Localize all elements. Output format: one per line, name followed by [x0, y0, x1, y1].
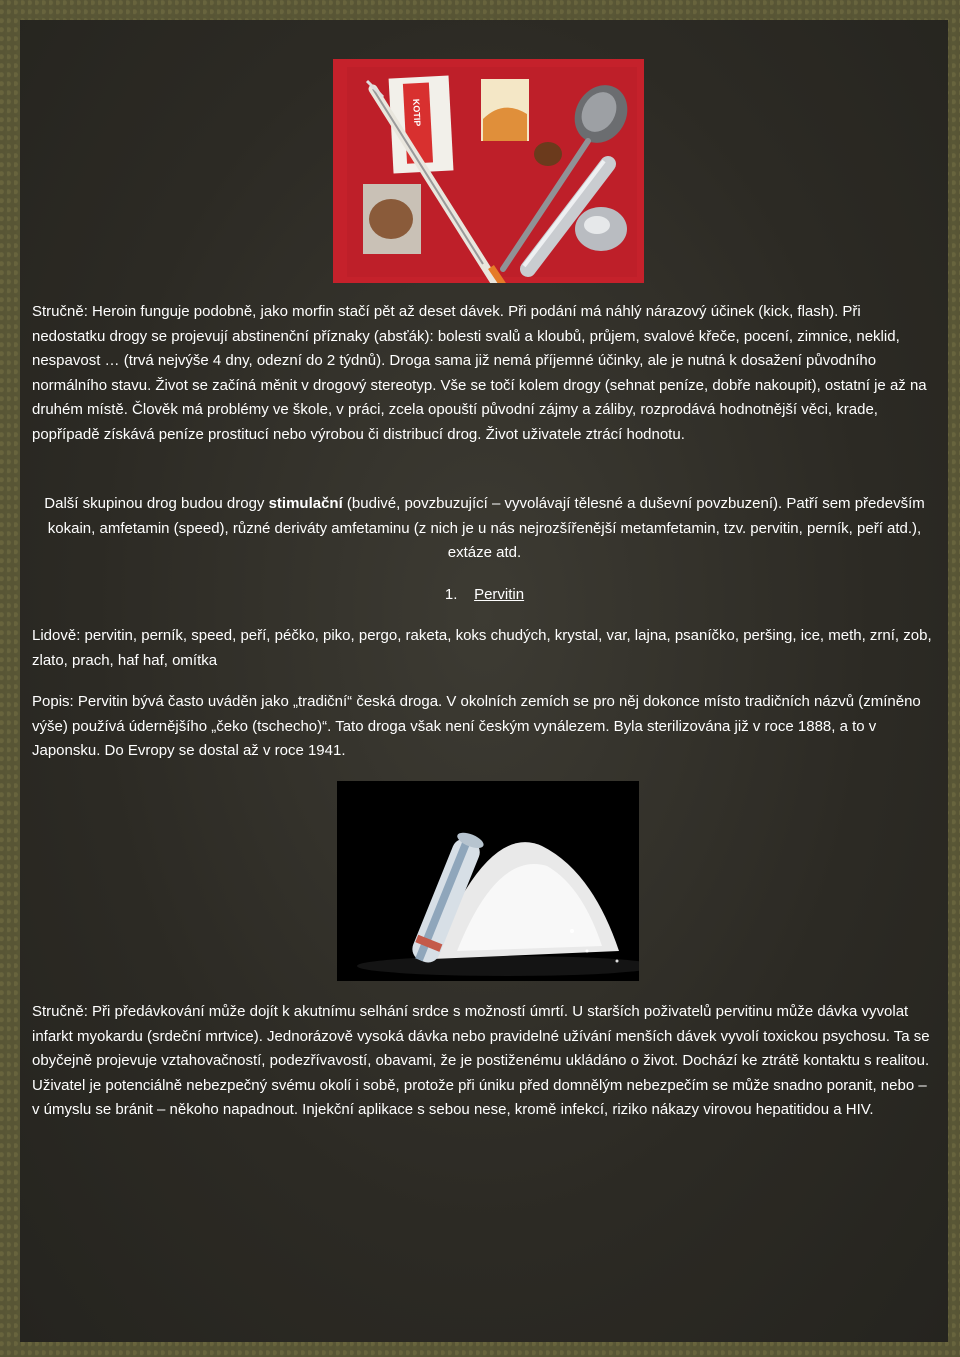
heroin-summary-text: Stručně: Heroin funguje podobně, jako morfin stačí pět až deset dávek. Při podání má náhlý nárazový účinek (kick, flash). Při nedostatku drogy se projevují abstinenční příznaky (absťák): bolesti svalů a kloubů, průjem, svalové křeče, pocení, zimnice, neklid, nespavost … (trvá nejvýše 4 dny, odezní do 2 týdnů). [32, 303, 900, 370]
paragraph-overdose: Stručně: Při předávkování může dojít k akutnímu selhání srdce s možností úmrtí. U starších poživatelů pervitinu může dávka vyvolat infarkt myokardu (srdeční mrtvice). Jednorázově vysoká dávka nebo pravidelné užívání menších dávek vyvolí toxickou psychosu. Ta se obyčejně projevuje vztahovačností, podezřívavostí, obavami, že je postiženému ukládáno o život. Dochází ke ztrátě kontaktu s realitou. Uživatel je potenciálně nebezpečný svému okolí i sobě, protože při úniku před domnělým nebezpečím se může snadno poranit, nebo – v úmyslu se bránit – někoho napadnout. Injekční aplikace s sebou nese, kromě infekcí, riziko nákazy virovou hepatitidou a HIV. [32, 1003, 930, 1119]
packet-label: KOTIP [411, 98, 423, 127]
heroin-summary-continued: Droga sama již nemá příjemné účinky, ale je nutná k dosažení původního normálního stavu. Život se začíná měnit v drogový stereotyp. Vše se točí kolem drogy (sehnat peníze, dobře nakoupit), ostatní je až na druhém místě. Člověk má problémy ve škole, v práci, zcela opouští původní zájmy a záliby, rozprodává hodnotnější věci, krade, popřípadě získává peníze prostitucí nebo výrobou či distribucí drog. Život uživatele ztrácí hodnotu. [32, 352, 927, 443]
stimulants-bold-term: stimulační [268, 495, 343, 512]
heading-title: Pervitin [474, 586, 525, 603]
stimulants-intro: Další skupinou drog budou drogy [44, 495, 269, 512]
pervitin-powder-photo [337, 781, 639, 981]
heading-number: 1. [444, 586, 458, 603]
document-page [20, 20, 948, 1342]
heroin-kit-photo [333, 59, 644, 283]
paragraph-stimulants [32, 492, 937, 566]
stimulants-rest: (budivé, povzbuzující – vyvolávají tělesné a duševní povzbuzení). Patří sem především kokain, amfetamin (speed), různé deriváty amfetaminu (z nich je u nás nejrozšířenější metamfetamin, tzv. pervitin, perník, peří atd.), extáze atd. [47, 495, 925, 562]
section-heading-pervitin [32, 583, 937, 608]
paragraph-street-names: Lidově: pervitin, perník, speed, peří, péčko, piko, pergo, raketa, koks chudých, krystal, var, lajna, psaníčko, peršing, ice, meth, zrní, zob, zlato, prach, haf haf, omítka [32, 627, 932, 669]
paragraph-description: Popis: Pervitin bývá často uváděn jako „tradiční“ česká droga. V okolních zemích se pro něj dokonce místo tradičních názvů (zmíněno výše) používá údernějšího „čeko (tschecho)“. Tato droga však není českým vynálezem. Byla sterilizována již v roce 1888, a to v Japonsku. Do Evropy se dostal až v roce 1941. [32, 693, 921, 760]
paragraph-heroin-summary [32, 300, 937, 448]
